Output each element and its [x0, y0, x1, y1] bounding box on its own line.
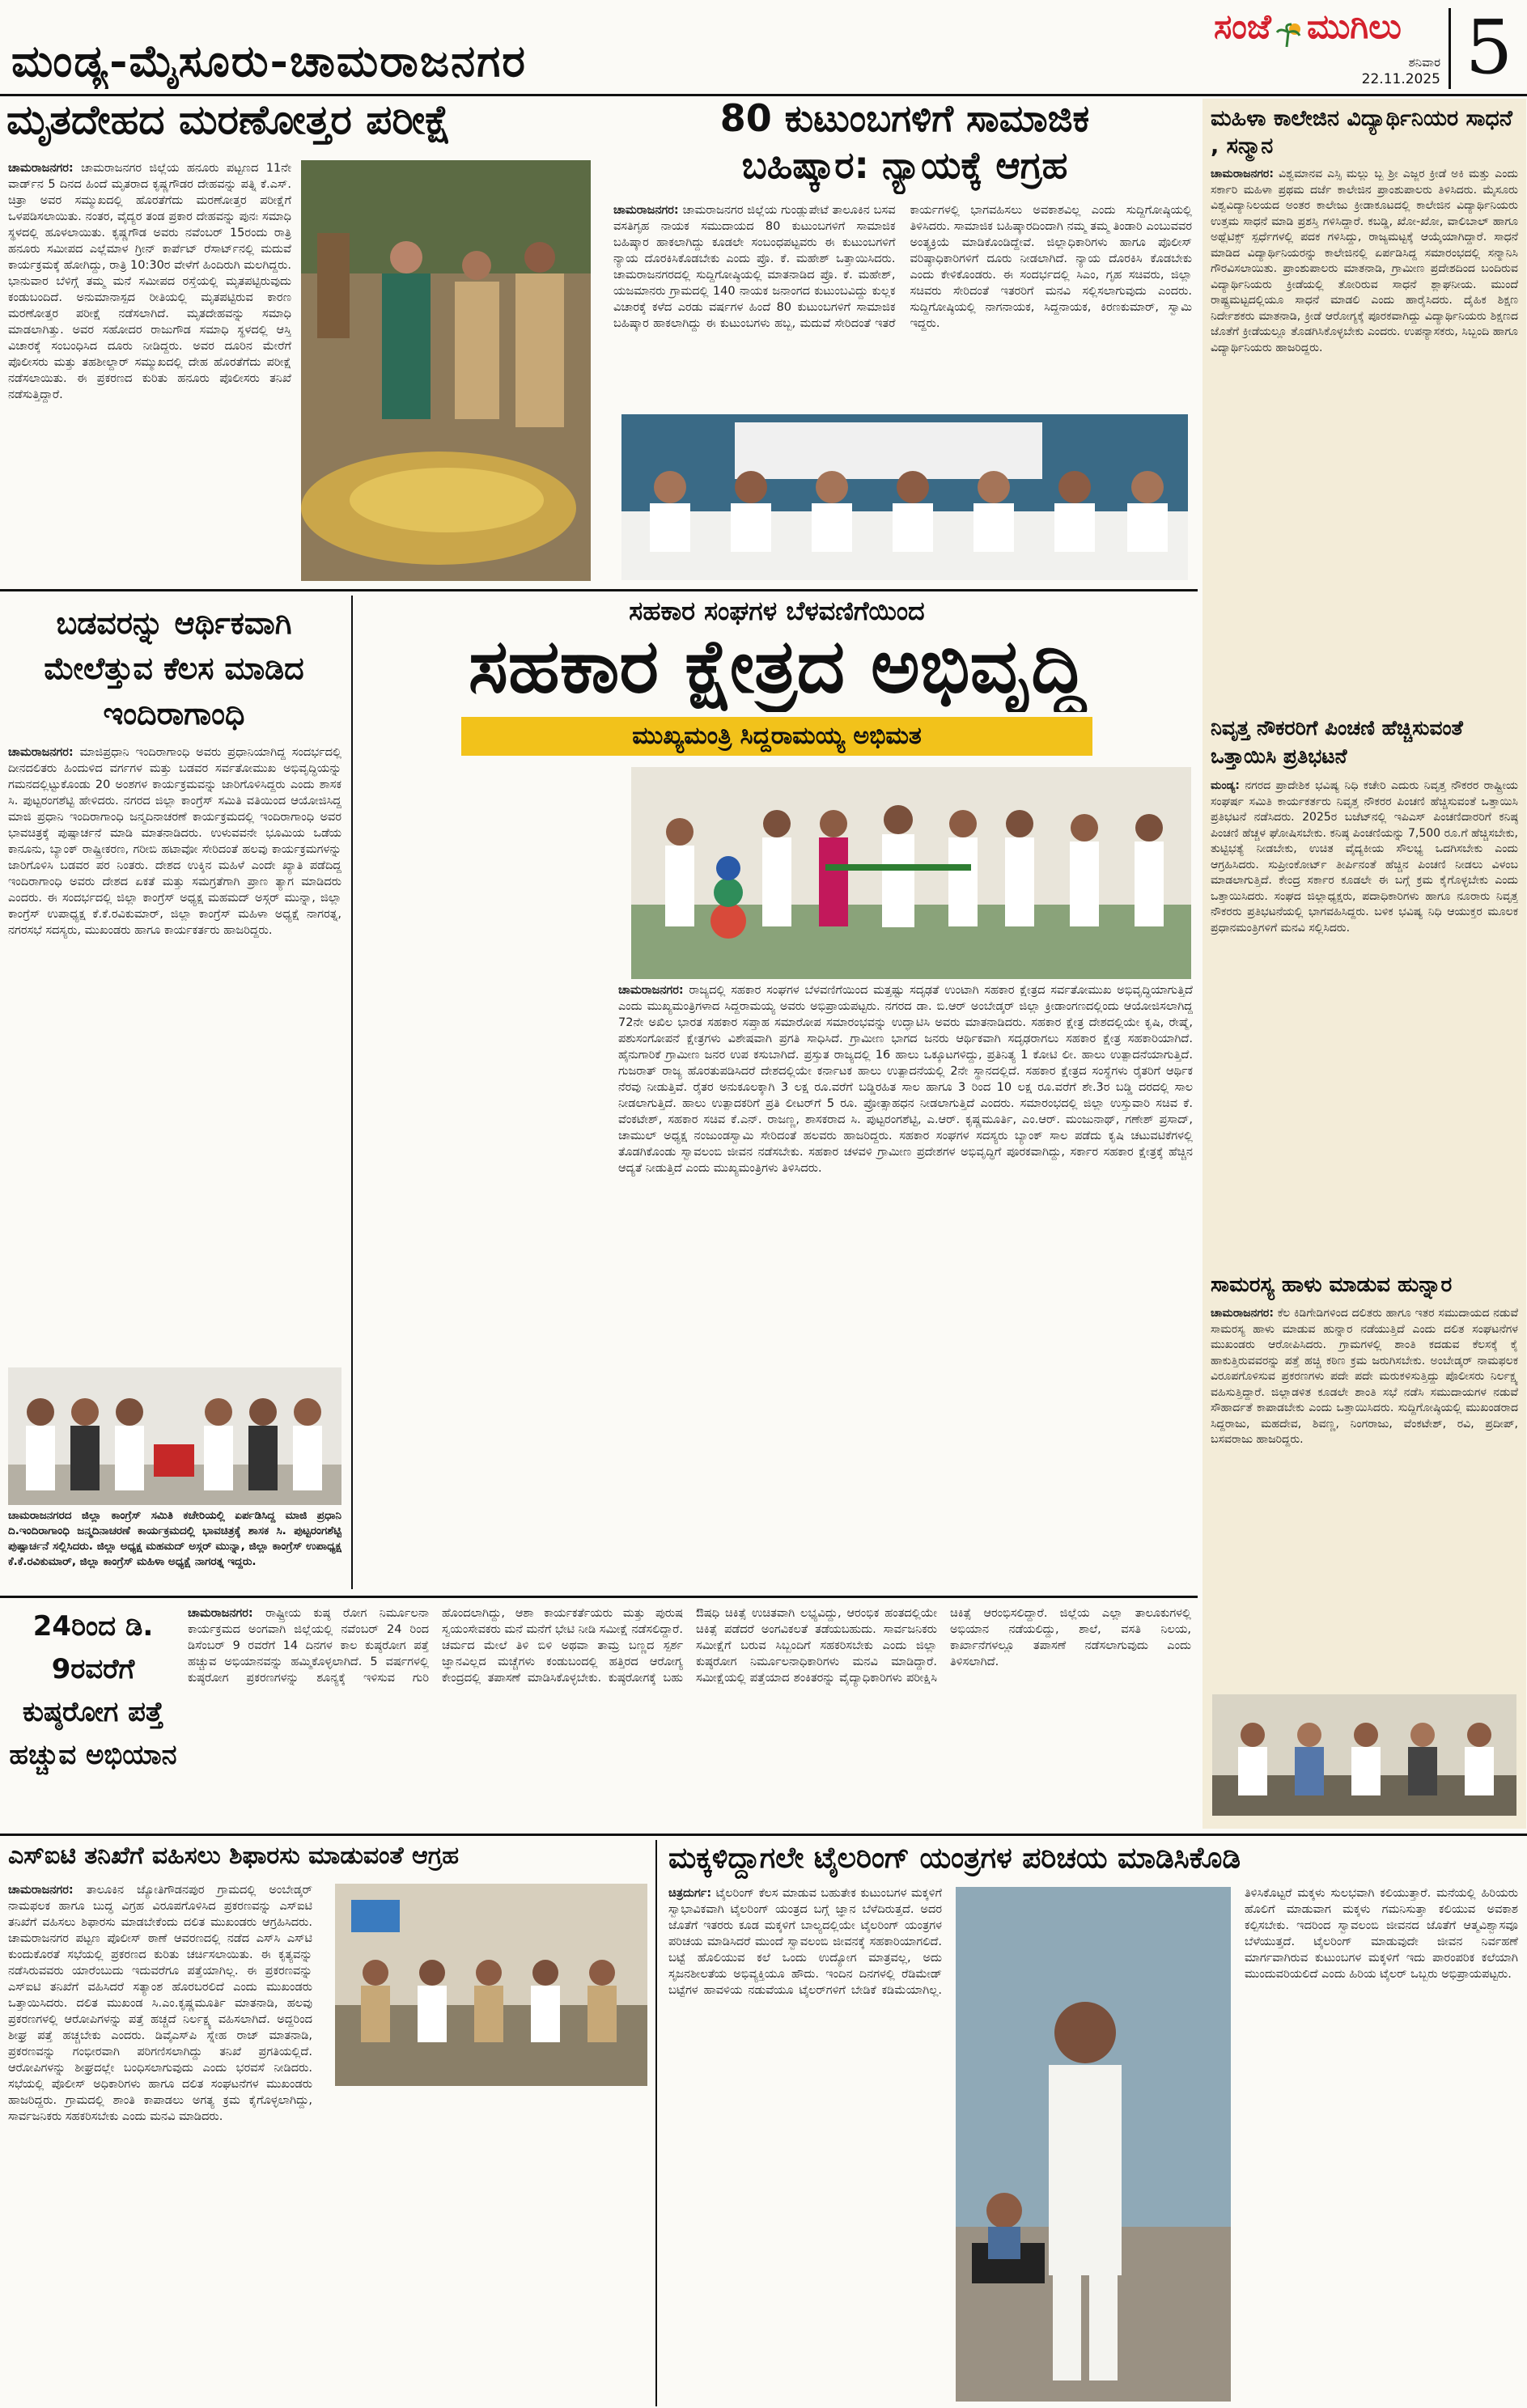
palm-tree-icon	[1275, 21, 1303, 49]
page-number: 5	[1465, 4, 1513, 91]
dateline: ಚಾಮರಾಜನಗರ:	[8, 746, 74, 759]
article-body	[8, 160, 291, 581]
dateline: ಚಾಮರಾಜನಗರ:	[8, 1884, 74, 1897]
news-photo	[956, 1887, 1231, 2402]
headline-line2: ಬಹಿಷ್ಕಾರ: ನ್ಯಾಯಕ್ಕೆ ಆಗ್ರಹ	[741, 146, 1068, 187]
column-rule	[655, 1840, 657, 2406]
body-text: ಮಾಜಿಪ್ರಧಾನಿ ಇಂದಿರಾಗಾಂಧಿ ಅವರು ಪ್ರಧಾನಿಯಾಗಿದ್ದ ಸಂದರ್ಭದಲ್ಲಿ ದೀನದಲಿತರು ಹಿಂದುಳಿದ ವರ್ಗಗಳ ಮತ್ತು ಬಡವರ ಸರ್ವತೋಮುಖ ಅಭಿವೃದ್ಧಿಯನ್ನು ಗಮನದಲ್ಲಿಟ್ಟುಕೊಂಡು 20 ಅಂಶಗಳ ಕಾರ್ಯಕ್ರಮವನ್ನು ಜಾರಿಗೊಳಿಸಿದ್ದರು ಎಂದು ಶಾಸಕ ಸಿ. ಪುಟ್ಟರಂಗಶೆಟ್ಟಿ ಹೇಳಿದರು. ನಗರದ ಜಿಲ್ಲಾ ಕಾಂಗ್ರೆಸ್ ಸಮಿತಿ ವತಿಯಿಂದ ಆಯೋಜಿಸಿದ್ದ ಮಾಜಿ ಪ್ರಧಾನಿ ಇಂದಿರಾಗಾಂಧಿ ಜನ್ಮದಿನಾಚರಣೆ ಕಾರ್ಯಕ್ರಮದಲ್ಲಿ ಇಂದಿರಾಗಾಂಧಿ ಅವರ ಭಾವಚಿತ್ರಕ್ಕೆ ಪುಷ್ಪಾರ್ಚನೆ ಮಾಡಿ ಮಾತನಾಡಿದರು. ಉಳುವವನೇ ಭೂಮಿಯ ಒಡೆಯ ಕಾನೂನು, ಬ್ಯಾಂಕ್ ರಾಷ್ಟ್ರೀಕರಣ, ಗರೀಬಿ ಹಟಾವೋ ಸೇರಿದಂತೆ ಹಲವು ಕಾರ್ಯಕ್ರಮಗಳನ್ನು ಜಾರಿಗೊಳಿಸಿ ಬಡವರ ಪರ ನಿಂತರು. ದೇಶದ ಉಕ್ಕಿನ ಮಹಿಳೆ ಎಂದೇ ಖ್ಯಾತಿ ಪಡೆದಿದ್ದ ಇಂದಿರಾಗಾಂಧಿ ಅವರು ದೇಶದ ಏಕತೆ ಮತ್ತು ಸಮಗ್ರತೆಗಾಗಿ ಪ್ರಾಣ ತ್ಯಾಗ ಮಾಡಿದರು ಎಂದರು. ಈ ಸಂದರ್ಭದಲ್ಲಿ ಜಿಲ್ಲಾ ಕಾಂಗ್ರೆಸ್ ಅಧ್ಯಕ್ಷ ಮಹಮದ್ ಅಸ್ಗರ್ ಮುನ್ನಾ, ಜಿಲ್ಲಾ ಕಾಂಗ್ರೆಸ್ ಉಪಾಧ್ಯಕ್ಷ ಕೆ.ಕೆ.ರವಿಕುಮಾರ್, ಜಿಲ್ಲಾ ಕಾಂಗ್ರೆಸ್ ಮಹಿಳಾ ಅಧ್ಯಕ್ಷೆ ನಾಗರತ್ನ, ನಗರಸಭೆ ಸದಸ್ಯರು, ಮುಖಂಡರು ಹಾಗೂ ಕಾರ್ಯಕರ್ತರು ಹಾಜರಿದ್ದರು.	[8, 746, 341, 937]
body-text: ಕೆಲ ಕಿಡಿಗೇಡಿಗಳಿಂದ ದಲಿತರು ಹಾಗೂ ಇತರ ಸಮುದಾಯದ ನಡುವೆ ಸಾಮರಸ್ಯ ಹಾಳು ಮಾಡುವ ಹುನ್ನಾರ ನಡೆಯುತ್ತಿದೆ ಎಂದು ದಲಿತ ಸಂಘಟನೆಗಳ ಮುಖಂಡರು ಆರೋಪಿಸಿದರು. ಗ್ರಾಮಗಳಲ್ಲಿ ಶಾಂತಿ ಕದಡುವ ಕೆಲಸಕ್ಕೆ ಕೈ ಹಾಕುತ್ತಿರುವವರನ್ನು ಪತ್ತೆ ಹಚ್ಚಿ ಕಠಿಣ ಕ್ರಮ ಜರುಗಿಸಬೇಕು. ಅಂಬೇಡ್ಕರ್ ನಾಮಫಲಕ ವಿರೂಪಗೊಳಿಸುವ ಪ್ರಕರಣಗಳು ಪದೇ ಪದೇ ಮರುಕಳಿಸುತ್ತಿದ್ದು ಪೊಲೀಸರು ನಿರ್ಲಕ್ಷ್ಯ ವಹಿಸುತ್ತಿದ್ದಾರೆ. ಜಿಲ್ಲಾಡಳಿತ ಕೂಡಲೇ ಶಾಂತಿ ಸಭೆ ನಡೆಸಿ ಸಮುದಾಯಗಳ ನಡುವೆ ಸೌಹಾರ್ದತೆ ಕಾಪಾಡಬೇಕು ಎಂದು ಒತ್ತಾಯಿಸಿದರು. ಸುದ್ದಿಗೋಷ್ಠಿಯಲ್ಲಿ ಮುಖಂಡರಾದ ಸಿದ್ದರಾಜು, ಮಹದೇವ, ಶಿವಣ್ಣ, ನಿಂಗರಾಜು, ವೆಂಕಟೇಶ್, ರವಿ, ಪ್ರದೀಪ್, ಬಸವರಾಜು ಹಾಜರಿದ್ದರು.	[1211, 1307, 1518, 1446]
dateline: ಚಾಮರಾಜನಗರ:	[1211, 167, 1274, 180]
section-rule	[0, 1596, 1198, 1598]
news-photo	[1212, 1694, 1516, 1816]
news-photo	[335, 1884, 647, 2086]
news-photo	[621, 414, 1188, 580]
body-text: ತಾಲೂಕಿನ ಜ್ಯೋತಿಗೌಡನಪುರ ಗ್ರಾಮದಲ್ಲಿ ಅಂಬೇಡ್ಕರ್ ನಾಮಫಲಕ ಹಾಗೂ ಬುದ್ಧ ವಿಗ್ರಹ ವಿರೂಪಗೊಳಿಸಿದ ಪ್ರಕರಣವನ್ನು ಎಸ್‌ಐಟಿ ತನಿಖೆಗೆ ವಹಿಸಲು ಶಿಫಾರಸು ಮಾಡಬೇಕೆಂದು ದಲಿತ ಮುಖಂಡರು ಆಗ್ರಹಿಸಿದರು. ಚಾಮರಾಜನಗರ ಪಟ್ಟಣ ಪೊಲೀಸ್ ಠಾಣೆ ಆವರಣದಲ್ಲಿ ನಡೆದ ಎಸ್‌ಸಿ ಎಸ್‌ಟಿ ಕುಂದುಕೊರತೆ ಸಭೆಯಲ್ಲಿ ಪ್ರಕರಣದ ಕುರಿತು ಚರ್ಚಿಸಲಾಯಿತು. ಈ ಕೃತ್ಯವನ್ನು ನಡೆಸಿರುವವರು ಯಾರೆಂಬುದು ಇದುವರೆಗೂ ಪತ್ತೆಯಾಗಿಲ್ಲ. ಈ ಪ್ರಕರಣವನ್ನು ಎಸ್‌ಐಟಿ ತನಿಖೆಗೆ ವಹಿಸಿದರೆ ಸತ್ಯಾಂಶ ಹೊರಬರಲಿದೆ ಎಂದು ಮುಖಂಡರು ಒತ್ತಾಯಿಸಿದರು. ದಲಿತ ಮುಖಂಡ ಸಿ.ಎಂ.ಕೃಷ್ಣಮೂರ್ತಿ ಮಾತನಾಡಿ, ಹಲವು ಪ್ರಕರಣಗಳಲ್ಲಿ ಆರೋಪಿಗಳನ್ನು ಪತ್ತೆ ಹಚ್ಚದೆ ನಿರ್ಲಕ್ಷ್ಯ ವಹಿಸಲಾಗಿದೆ. ಅದ್ದರಿಂದ ಶೀಘ್ರ ಪತ್ತೆ ಹಚ್ಚಬೇಕು ಎಂದರು. ಡಿವೈಎಸ್‌ಪಿ ಸ್ನೇಹ ರಾಜ್ ಮಾತನಾಡಿ, ಪ್ರಕರಣವನ್ನು ಗಂಭೀರವಾಗಿ ಪರಿಗಣಿಸಲಾಗಿದ್ದು ತನಿಖೆ ಪ್ರಗತಿಯಲ್ಲಿದೆ. ಆರೋಪಿಗಳನ್ನು ಶೀಘ್ರದಲ್ಲೇ ಬಂಧಿಸಲಾಗುವುದು ಎಂದು ಭರವಸೆ ನೀಡಿದರು. ಸಭೆಯಲ್ಲಿ ಪೊಲೀಸ್ ಅಧಿಕಾರಿಗಳು ಹಾಗೂ ದಲಿತ ಸಂಘಟನೆಗಳ ಮುಖಂಡರು ಹಾಜರಿದ್ದರು. ಗ್ರಾಮದಲ್ಲಿ ಶಾಂತಿ ಕಾಪಾಡಲು ಅಗತ್ಯ ಕ್ರಮ ಕೈಗೊಳ್ಳಲಾಗಿದ್ದು, ಸಾರ್ವಜನಿಕರು ಸಹಕರಿಸಬೇಕು ಎಂದು ಮನವಿ ಮಾಡಿದರು.	[8, 1884, 312, 2123]
body-text: ಚಾಮರಾಜನಗರ ಜಿಲ್ಲೆಯ ಹನೂರು ಪಟ್ಟಣದ 11ನೇ ವಾರ್ಡ್‌ನ 5 ದಿನದ ಹಿಂದೆ ಮೃತರಾದ ಕೃಷ್ಣಗೌಡರ ದೇಹವನ್ನು ಪತ್ನಿ ಕೆ.ಎಸ್. ಚಿತ್ರಾ ಅವರ ಸಮ್ಮುಖದಲ್ಲಿ ಹೊರತೆಗೆದು ಮರಣೋತ್ತರ ಪರೀಕ್ಷೆಗೆ ಒಳಪಡಿಸಲಾಯಿತು. ನಂತರ, ವೈದ್ಯರ ತಂಡ ಪ್ರಕಾರ ದೇಹವನ್ನು ಪುನಃ ಸಮಾಧಿ ಸ್ಥಳದಲ್ಲಿ ಹೂಳಲಾಯಿತು. ಕೃಷ್ಣಗೌಡ ಅವರು ನವೆಂಬರ್ 15ರಂದು ರಾತ್ರಿ ಹನೂರು ಸಮೀಪದ ಎಲ್ಲೆಮಾಳ ಗ್ರೀನ್ ಕಾರ್ಪೆಟ್ ರೆಸಾರ್ಟ್‌ನಲ್ಲಿ ಮದುವೆ ಕಾರ್ಯಕ್ರಮಕ್ಕೆ ಹೋಗಿದ್ದು, ರಾತ್ರಿ 10:30ರ ವೇಳೆಗೆ ಹಿಂದಿರುಗಿ ಮಲಗಿದ್ದರು. ಭಾನುವಾರ ಬೆಳಿಗ್ಗೆ ತಮ್ಮ ಮನೆ ಸಮೀಪದ ರಸ್ತೆಯಲ್ಲಿ ಮೃತಪಟ್ಟಿರುವುದು ಕಂಡುಬಂದಿದೆ. ಅನುಮಾನಾಸ್ಪದ ರೀತಿಯಲ್ಲಿ ಮೃತಪಟ್ಟಿರುವ ಕಾರಣ ಮರಣೋತ್ತರ ಪರೀಕ್ಷೆ ನಡೆಸಲಾಗಿದೆ. ಮೃತದೇಹವನ್ನು ಸಮಾಧಿ ಮಾಡಲಾಗಿತ್ತು. ಅವರ ಸಹೋದರ ರಾಜುಗೌಡ ಸಮಾಧಿ ಸ್ಥಳದಲ್ಲಿ ಆಸ್ತಿ ವಿಚಾರಕ್ಕೆ ಸಂಬಂಧಿಸಿದ ದೂರು ನೀಡಿದ್ದರು. ಅವರ ದೂರಿನ ಮೇರೆಗೆ ಪೊಲೀಸರು ಮತ್ತು ತಹಶೀಲ್ದಾರ್ ಸಮ್ಮುಖದಲ್ಲಿ ದೇಹ ಹೊರತೆಗೆದು ಪರೀಕ್ಷೆ ನಡೆಸಲಾಯಿತು. ಈ ಪ್ರಕರಣದ ಕುರಿತು ಹನೂರು ಪೊಲೀಸರು ತನಿಖೆ ನಡೆಸುತ್ತಿದ್ದಾರೆ.	[8, 162, 291, 401]
news-photo	[631, 767, 1191, 979]
sidebar3-headline: ಸಾಮರಸ್ಯ ಹಾಳು ಮಾಡುವ ಹುನ್ನಾರ	[1211, 1273, 1453, 1297]
sidebar2-body	[1211, 778, 1518, 1264]
dateline: ಚಾಮರಾಜನಗರ:	[1211, 1307, 1274, 1320]
story-boycott	[605, 99, 1196, 584]
section-rule	[0, 1834, 1527, 1836]
body-text: ರಾಷ್ಟ್ರೀಯ ಕುಷ್ಠ ರೋಗ ನಿರ್ಮೂಲನಾ ಕಾರ್ಯಕ್ರಮದ ಅಂಗವಾಗಿ ಜಿಲ್ಲೆಯಲ್ಲಿ ನವೆಂಬರ್ 24 ರಿಂದ ಡಿಸೆಂಬರ್ 9 ರವರೆಗೆ 14 ದಿನಗಳ ಕಾಲ ಕುಷ್ಠರೋಗ ಪತ್ತೆ ಹಚ್ಚುವ ಅಭಿಯಾನವನ್ನು ಹಮ್ಮಿಕೊಳ್ಳಲಾಗಿದೆ. 5 ವರ್ಷಗಳಲ್ಲಿ ಕುಷ್ಠರೋಗ ಪ್ರಕರಣಗಳನ್ನು ಶೂನ್ಯಕ್ಕೆ ಇಳಿಸುವ ಗುರಿ ಹೊಂದಲಾಗಿದ್ದು, ಆಶಾ ಕಾರ್ಯಕರ್ತೆಯರು ಮತ್ತು ಪುರುಷ ಸ್ವಯಂಸೇವಕರು ಮನೆ ಮನೆಗೆ ಭೇಟಿ ನೀಡಿ ಸಮೀಕ್ಷೆ ನಡೆಸಲಿದ್ದಾರೆ. ಚರ್ಮದ ಮೇಲೆ ತಿಳಿ ಬಿಳಿ ಅಥವಾ ತಾಮ್ರ ಬಣ್ಣದ ಸ್ಪರ್ಶ ಜ್ಞಾನವಿಲ್ಲದ ಮಚ್ಚೆಗಳು ಕಂಡುಬಂದಲ್ಲಿ ಹತ್ತಿರದ ಆರೋಗ್ಯ ಕೇಂದ್ರದಲ್ಲಿ ತಪಾಸಣೆ ಮಾಡಿಸಿಕೊಳ್ಳಬೇಕು. ಕುಷ್ಠರೋಗಕ್ಕೆ ಬಹು ಔಷಧಿ ಚಿಕಿತ್ಸೆ ಉಚಿತವಾಗಿ ಲಭ್ಯವಿದ್ದು, ಆರಂಭಿಕ ಹಂತದಲ್ಲಿಯೇ ಚಿಕಿತ್ಸೆ ಪಡೆದರೆ ಅಂಗವಿಕಲತೆ ತಡೆಯಬಹುದು. ಸಾರ್ವಜನಿಕರು ಸಮೀಕ್ಷೆಗೆ ಬರುವ ಸಿಬ್ಬಂದಿಗೆ ಸಹಕರಿಸಬೇಕು ಎಂದು ಜಿಲ್ಲಾ ಕುಷ್ಠರೋಗ ನಿರ್ಮೂಲನಾಧಿಕಾರಿಗಳು ಮನವಿ ಮಾಡಿದ್ದಾರೆ. ಸಮೀಕ್ಷೆಯಲ್ಲಿ ಪತ್ತೆಯಾದ ಶಂಕಿತರನ್ನು ವೈದ್ಯಾಧಿಕಾರಿಗಳು ಪರೀಕ್ಷಿಸಿ ಚಿಕಿತ್ಸೆ ಆರಂಭಿಸಲಿದ್ದಾರೆ. ಜಿಲ್ಲೆಯ ಎಲ್ಲಾ ತಾಲೂಕುಗಳಲ್ಲಿ ಅಭಿಯಾನ ನಡೆಯಲಿದ್ದು, ಶಾಲೆ, ವಸತಿ ನಿಲಯ, ಕಾರ್ಖಾನೆಗಳಲ್ಲೂ ತಪಾಸಣೆ ನಡೆಸಲಾಗುವುದು ಎಂದು ತಿಳಿಸಲಾಗಿದೆ.	[188, 1607, 1191, 1685]
story-indira	[0, 596, 348, 1589]
headline: 24ರಿಂದ ಡಿ. 9ರವರೆಗೆ ಕುಷ್ಠರೋಗ ಪತ್ತೆ ಹಚ್ಚುವ ಅಭಿಯಾನ	[9, 1610, 177, 1771]
headline: ಎಸ್‌ಐಟಿ ತನಿಖೆಗೆ ವಹಿಸಲು ಶಿಫಾರಸು ಮಾಡುವಂತೆ ಆಗ್ರಹ	[8, 1843, 460, 1870]
header-rule	[0, 94, 1527, 96]
sidebar3-body	[1211, 1306, 1518, 1686]
headline: ಮೃತದೇಹದ ಮರಣೋತ್ತರ ಪರೀಕ್ಷೆ	[6, 99, 452, 143]
headline: ಸಹಕಾರ ಕ್ಷೇತ್ರದ ಅಭಿವೃದ್ಧಿ	[468, 628, 1086, 710]
sidebar1-body	[1211, 167, 1518, 709]
headline: ಬಡವರನ್ನು ಆರ್ಥಿಕವಾಗಿ ಮೇಲೆತ್ತುವ ಕೆಲಸ ಮಾಡಿದ ಇಂದಿರಾಗಾಂಧಿ	[44, 605, 304, 731]
headline: ಮಕ್ಕಳಿದ್ದಾಗಲೇ ಟೈಲರಿಂಗ್ ಯಂತ್ರಗಳ ಪರಿಚಯ ಮಾಡಿಸಿಕೊಡಿ	[668, 1843, 1241, 1875]
dateline: ಚಾಮರಾಜನಗರ:	[618, 984, 684, 997]
column-rule	[351, 596, 353, 1589]
brand-right: ಮುಗಿಲು	[1307, 6, 1402, 46]
brand-left: ಸಂಜೆ	[1214, 6, 1271, 46]
story-leprosy	[0, 1602, 1198, 1829]
article-body	[188, 1605, 1191, 1824]
subhead-banner	[461, 717, 1092, 756]
sidebar1-headline: ಮಹಿಳಾ ಕಾಲೇಜಿನ ವಿದ್ಯಾರ್ಥಿನಿಯರ ಸಾಧನೆ , ಸನ್ಮಾನ	[1211, 106, 1512, 159]
story-postmortem	[0, 99, 599, 584]
section-rule	[0, 589, 1198, 591]
article-body	[8, 744, 341, 1359]
dateline: ಚಾಮರಾಜನಗರ:	[8, 162, 74, 175]
body-text: ನಗರದ ಪ್ರಾದೇಶಿಕ ಭವಿಷ್ಯ ನಿಧಿ ಕಚೇರಿ ಎದುರು ನಿವೃತ್ತ ನೌಕರರ ರಾಷ್ಟ್ರೀಯ ಸಂಘರ್ಷ ಸಮಿತಿ ಕಾರ್ಯಕರ್ತರು ನಿವೃತ್ತ ನೌಕರರ ಪಿಂಚಣಿ ಹೆಚ್ಚಿಸುವಂತೆ ಒತ್ತಾಯಿಸಿ ಪ್ರತಿಭಟನೆ ನಡೆಸಿದರು. 2025ರ ಬಜೆಟ್‌ನಲ್ಲಿ ಇಪಿಎಸ್ ಪಿಂಚಣಿದಾರರಿಗೆ ಕನಿಷ್ಠ ಪಿಂಚಣಿ ಹೆಚ್ಚಳ ಘೋಷಿಸಬೇಕು. ಕನಿಷ್ಠ ಪಿಂಚಣಿಯನ್ನು 7,500 ರೂ.ಗೆ ಹೆಚ್ಚಿಸಬೇಕು, ತುಟ್ಟಿಭತ್ಯೆ ನೀಡಬೇಕು, ಉಚಿತ ವೈದ್ಯಕೀಯ ಸೌಲಭ್ಯ ಒದಗಿಸಬೇಕು ಎಂದು ಆಗ್ರಹಿಸಿದರು. ಸುಪ್ರೀಂಕೋರ್ಟ್ ತೀರ್ಪಿನಂತೆ ಹೆಚ್ಚಿನ ಪಿಂಚಣಿ ನೀಡಲು ವಿಳಂಬ ಮಾಡಲಾಗುತ್ತಿದೆ. ಕೇಂದ್ರ ಸರ್ಕಾರ ಕೂಡಲೇ ಈ ಬಗ್ಗೆ ಕ್ರಮ ಕೈಗೊಳ್ಳಬೇಕು ಎಂದು ಒತ್ತಾಯಿಸಿದರು. ಸಂಘದ ಜಿಲ್ಲಾಧ್ಯಕ್ಷರು, ಪದಾಧಿಕಾರಿಗಳು ಹಾಗೂ ನೂರಾರು ನಿವೃತ್ತ ನೌಕರರು ಪ್ರತಿಭಟನೆಯಲ್ಲಿ ಭಾಗವಹಿಸಿದ್ದರು. ಬಳಿಕ ಭವಿಷ್ಯ ನಿಧಿ ಆಯುಕ್ತರ ಮೂಲಕ ಪ್ರಧಾನಮಂತ್ರಿಗಳಿಗೆ ಮನವಿ ಸಲ್ಲಿಸಿದರು.	[1211, 779, 1518, 935]
kicker: ಸಹಕಾರ ಸಂಘಗಳ ಬೆಳವಣಿಗೆಯಿಂದ	[629, 596, 925, 626]
dateline: ಚಾಮರಾಜನಗರ:	[613, 204, 679, 217]
article-body	[613, 202, 1192, 406]
body-text: ಟೈಲರಿಂಗ್ ಕೆಲಸ ಮಾಡುವ ಬಹುತೇಕ ಕುಟುಂಬಗಳ ಮಕ್ಕಳಿಗೆ ಸ್ವಾಭಾವಿಕವಾಗಿ ಟೈಲರಿಂಗ್ ಯಂತ್ರದ ಬಗ್ಗೆ ಜ್ಞಾನ ಬೆಳೆದಿರುತ್ತದೆ. ಅದರ ಜೊತೆಗೆ ಇತರರು ಕೂಡ ಮಕ್ಕಳಿಗೆ ಬಾಲ್ಯದಲ್ಲಿಯೇ ಟೈಲರಿಂಗ್ ಯಂತ್ರಗಳ ಪರಿಚಯ ಮಾಡಿಸಿದರೆ ಮುಂದೆ ಸ್ವಾವಲಂಬಿ ಜೀವನಕ್ಕೆ ಸಹಕಾರಿಯಾಗಲಿದೆ. ಬಟ್ಟೆ ಹೊಲಿಯುವ ಕಲೆ ಒಂದು ಉದ್ಯೋಗ ಮಾತ್ರವಲ್ಲ, ಅದು ಸೃಜನಶೀಲತೆಯ ಅಭಿವ್ಯಕ್ತಿಯೂ ಹೌದು. ಇಂದಿನ ದಿನಗಳಲ್ಲಿ ರೆಡಿಮೇಡ್ ಬಟ್ಟೆಗಳ ಹಾವಳಿಯ ನಡುವೆಯೂ ಟೈಲರ್‌ಗಳಿಗೆ ಬೇಡಿಕೆ ಕಡಿಮೆಯಾಗಿಲ್ಲ. ತಿಳಿಸಿಕೊಟ್ಟರೆ ಮಕ್ಕಳು ಸುಲಭವಾಗಿ ಕಲಿಯುತ್ತಾರೆ. ಮನೆಯಲ್ಲಿ ಹಿರಿಯರು ಹೊಲಿಗೆ ಮಾಡುವಾಗ ಮಕ್ಕಳು ಗಮನಿಸುತ್ತಾ ಕಲಿಯುವ ಅವಕಾಶ ಕಲ್ಪಿಸಬೇಕು. ಇದರಿಂದ ಸ್ವಾವಲಂಬಿ ಜೀವನದ ಜೊತೆಗೆ ಆತ್ಮವಿಶ್ವಾಸವೂ ಬೆಳೆಯುತ್ತದೆ. ಟೈಲರಿಂಗ್ ಮಾಡುವುದೇ ಜೀವನ ನಿರ್ವಹಣೆ ಮಾರ್ಗವಾಗಿರುವ ಕುಟುಂಬಗಳ ಮಕ್ಕಳಿಗೆ ಇದು ಪಾರಂಪರಿಕ ಕಲೆಯಾಗಿ ಮುಂದುವರಿಯಲಿದೆ ಎಂದು ಹಿರಿಯ ಟೈಲರ್ ಒಬ್ಬರು ಅಭಿಪ್ರಾಯಪಟ್ಟರು.	[668, 1887, 1518, 1997]
dateline: ಚಾಮರಾಜನಗರ:	[188, 1607, 253, 1620]
dateline: ಚಿತ್ರದುರ್ಗ:	[668, 1887, 712, 1900]
brand-logo	[1214, 6, 1440, 55]
section-name: ಮಂಡ್ಯ-ಮೈಸೂರು-ಚಾಮರಾಜನಗರ	[11, 35, 527, 87]
masthead	[0, 0, 1527, 95]
story-sit	[0, 1840, 652, 2406]
headline-line1: 80 ಕುಟುಂಬಗಳಿಗೆ ಸಾಮಾಜಿಕ	[719, 99, 1090, 140]
sidebar2-headline: ನಿವೃತ್ತ ನೌಕರರಿಗೆ ಪಿಂಚಣಿ ಹೆಚ್ಚಿಸುವಂತೆ ಒತ್ತಾಯಿಸಿ ಪ್ರತಿಭಟನೆ	[1211, 716, 1463, 768]
body-text: ವಿಶ್ವಮಾನವ ಎಸ್ಸಿ ಮಲ್ಲು ಬ್ಬ ಶ್ರೀ ಎಜ್ಜರ ಕ್ರೀಡೆ ಅಕಿ ಮತ್ತು ಎಂದು ಸರ್ಕಾರಿ ಮಹಿಳಾ ಪ್ರಥಮ ದರ್ಜೆ ಕಾಲೇಜಿನ ಪ್ರಾಂಶುಪಾಲರು ತಿಳಿಸಿದರು. ಮೈಸೂರು ವಿಶ್ವವಿದ್ಯಾನಿಲಯದ ಅಂತರ ಕಾಲೇಜು ಕ್ರೀಡಾಕೂಟದಲ್ಲಿ ಕಾಲೇಜಿನ ವಿದ್ಯಾರ್ಥಿನಿಯರು ಉತ್ತಮ ಸಾಧನೆ ಮಾಡಿ ಪ್ರಶಸ್ತಿ ಗಳಿಸಿದ್ದಾರೆ. ಕಬಡ್ಡಿ, ಖೋ-ಖೋ, ವಾಲಿಬಾಲ್ ಹಾಗೂ ಅಥ್ಲೆಟಿಕ್ಸ್ ಸ್ಪರ್ಧೆಗಳಲ್ಲಿ ಪದಕ ಗಳಿಸಿದ್ದು, ರಾಜ್ಯಮಟ್ಟಕ್ಕೆ ಆಯ್ಕೆಯಾಗಿದ್ದಾರೆ. ಸಾಧನೆ ಮಾಡಿದ ವಿದ್ಯಾರ್ಥಿನಿಯರನ್ನು ಕಾಲೇಜಿನಲ್ಲಿ ಏರ್ಪಡಿಸಿದ್ದ ಸಮಾರಂಭದಲ್ಲಿ ಸನ್ಮಾನಿಸಿ ಗೌರವಿಸಲಾಯಿತು. ಪ್ರಾಂಶುಪಾಲರು ಮಾತನಾಡಿ, ಗ್ರಾಮೀಣ ಪ್ರದೇಶದಿಂದ ಬಂದಿರುವ ವಿದ್ಯಾರ್ಥಿನಿಯರು ಕ್ರೀಡೆಯಲ್ಲಿ ತೋರಿರುವ ಸಾಧನೆ ಶ್ಲಾಘನೀಯ. ಮುಂದೆ ರಾಷ್ಟ್ರಮಟ್ಟದಲ್ಲಿಯೂ ಸಾಧನೆ ಮಾಡಲಿ ಎಂದು ಹಾರೈಸಿದರು. ದೈಹಿಕ ಶಿಕ್ಷಣ ನಿರ್ದೇಶಕರು ಮಾತನಾಡಿ, ಕ್ರೀಡೆ ಆರೋಗ್ಯಕ್ಕೆ ಪೂರಕವಾಗಿದ್ದು ವಿದ್ಯಾರ್ಥಿನಿಯರು ಶಿಕ್ಷಣದ ಜೊತೆಗೆ ಕ್ರೀಡೆಯಲ್ಲೂ ತೊಡಗಿಸಿಕೊಳ್ಳಬೇಕು ಎಂದರು. ಉಪನ್ಯಾಸಕರು, ಸಿಬ್ಬಂದಿ ಹಾಗೂ ವಿದ್ಯಾರ್ಥಿನಿಯರು ಹಾಜರಿದ್ದರು.	[1211, 167, 1518, 354]
header-divider	[1449, 8, 1451, 89]
story-cooperative	[356, 596, 1198, 1589]
story-tailoring	[660, 1840, 1526, 2406]
text-column-1	[361, 764, 618, 1583]
sidebar-column	[1203, 99, 1526, 1829]
issue-date: 22.11.2025	[1361, 71, 1440, 87]
subhead: ಮುಖ್ಯಮಂತ್ರಿ ಸಿದ್ದರಾಮಯ್ಯ ಅಭಿಮತ	[632, 722, 922, 750]
issue-day: ಶನಿವಾರ	[1408, 55, 1440, 70]
photo-caption: ಚಾಮರಾಜನಗರದ ಜಿಲ್ಲಾ ಕಾಂಗ್ರೆಸ್ ಸಮಿತಿ ಕಚೇರಿಯಲ್ಲಿ ಏರ್ಪಡಿಸಿದ್ದ ಮಾಜಿ ಪ್ರಧಾನಿ ದಿ.ಇಂದಿರಾಗಾಂಧಿ ಜನ್ಮದಿನಾಚರಣೆ ಕಾರ್ಯಕ್ರಮದಲ್ಲಿ ಭಾವಚಿತ್ರಕ್ಕೆ ಶಾಸಕ ಸಿ. ಪುಟ್ಟರಂಗಶೆಟ್ಟಿ ಪುಷ್ಪಾರ್ಚನೆ ಸಲ್ಲಿಸಿದರು. ಜಿಲ್ಲಾ ಅಧ್ಯಕ್ಷ ಮಹಮದ್ ಅಸ್ಗರ್ ಮುನ್ನಾ, ಜಿಲ್ಲಾ ಕಾಂಗ್ರೆಸ್ ಉಪಾಧ್ಯಕ್ಷ ಕೆ.ಕೆ.ರವಿಕುಮಾರ್, ಜಿಲ್ಲಾ ಕಾಂಗ್ರೆಸ್ ಮಹಿಳಾ ಅಧ್ಯಕ್ಷೆ ನಾಗರತ್ನ ಇದ್ದರು.	[8, 1509, 341, 1568]
dateline: ಮಂಡ್ಯ:	[1211, 779, 1240, 792]
body-text: ರಾಜ್ಯದಲ್ಲಿ ಸಹಕಾರ ಸಂಘಗಳ ಬೆಳವಣಿಗೆಯಿಂದ ಮತ್ತಷ್ಟು ಸದೃಢತೆ ಉಂಟಾಗಿ ಸಹಕಾರ ಕ್ಷೇತ್ರದ ಸರ್ವತೋಮುಖ ಅಭಿವೃದ್ಧಿಯಾಗುತ್ತಿದೆ ಎಂದು ಮುಖ್ಯಮಂತ್ರಿಗಳಾದ ಸಿದ್ದರಾಮಯ್ಯ ಅವರು ಅಭಿಪ್ರಾಯಪಟ್ಟರು. ನಗರದ ಡಾ. ಬಿ.ಆರ್ ಅಂಬೇಡ್ಕರ್ ಜಿಲ್ಲಾ ಕ್ರೀಡಾಂಗಣದಲ್ಲಿಂದು ಆಯೋಜಿಸಲಾಗಿದ್ದ 72ನೇ ಅಖಿಲ ಭಾರತ ಸಹಕಾರ ಸಪ್ತಾಹ ಸಮಾರೋಪ ಸಮಾರಂಭವನ್ನು ಉದ್ಘಾಟಿಸಿ ಅವರು ಮಾತನಾಡಿದರು. ಸಹಕಾರ ಕ್ಷೇತ್ರ ದೇಶದಲ್ಲಿಯೇ ಕೃಷಿ, ರೇಷ್ಮೆ, ಪಶುಸಂಗೋಪನೆ ಕ್ಷೇತ್ರಗಳು ವಿಶೇಷವಾಗಿ ಪ್ರಗತಿ ಸಾಧಿಸಿದೆ. ಗ್ರಾಮೀಣ ಭಾಗದ ಜನರು ಆರ್ಥಿಕವಾಗಿ ಸದೃಢರಾಗಲು ಸಹಕಾರ ಕ್ಷೇತ್ರ ಸಹಕಾರಿಯಾಗಿದೆ. ಹೈನುಗಾರಿಕೆ ಗ್ರಾಮೀಣ ಜನರ ಉಪ ಕಸುಬಾಗಿದೆ. ಪ್ರಸ್ತುತ ರಾಜ್ಯದಲ್ಲಿ 16 ಹಾಲು ಒಕ್ಕೂಟಗಳಿದ್ದು, ಪ್ರತಿನಿತ್ಯ 1 ಕೋಟಿ ಲೀ. ಹಾಲು ಉತ್ಪಾದನೆಯಾಗುತ್ತಿದೆ. ಗುಜರಾತ್ ರಾಜ್ಯ ಹೊರತುಪಡಿಸಿದರೆ ದೇಶದಲ್ಲಿಯೇ ಕರ್ನಾಟಕ ಹಾಲು ಉತ್ಪಾದನೆಯಲ್ಲಿ 2ನೇ ಸ್ಥಾನದಲ್ಲಿದೆ. ಸಹಕಾರ ಕ್ಷೇತ್ರದ ಸಂಸ್ಥೆಗಳು ರೈತರಿಗೆ ಆರ್ಥಿಕ ನೆರವು ನೀಡುತ್ತಿವೆ. ರೈತರ ಅನುಕೂಲಕ್ಕಾಗಿ 3 ಲಕ್ಷ ರೂ.ವರೆಗೆ ಬಡ್ಡಿರಹಿತ ಸಾಲ ಹಾಗೂ 3 ರಿಂದ 10 ಲಕ್ಷ ರೂ.ವರೆಗೆ ಶೇ.3ರ ಬಡ್ಡಿ ದರದಲ್ಲಿ ಸಾಲ ನೀಡಲಾಗುತ್ತಿದೆ. ಹಾಲು ಉತ್ಪಾದಕರಿಗೆ ಪ್ರತಿ ಲೀಟರ್‌ಗೆ 5 ರೂ. ಪ್ರೋತ್ಸಾಹಧನ ನೀಡಲಾಗುತ್ತಿದೆ ಎಂದರು. ಸಮಾರಂಭದಲ್ಲಿ ಜಿಲ್ಲಾ ಉಸ್ತುವಾರಿ ಸಚಿವ ಕೆ. ವೆಂಕಟೇಶ್, ಸಹಕಾರ ಸಚಿವ ಕೆ.ಎನ್. ರಾಜಣ್ಣ, ಶಾಸಕರಾದ ಸಿ. ಪುಟ್ಟರಂಗಶೆಟ್ಟಿ, ಎ.ಆರ್. ಕೃಷ್ಣಮೂರ್ತಿ, ಎಂ.ಆರ್. ಮಂಜುನಾಥ್, ಗಣೇಶ್ ಪ್ರಸಾದ್, ಚಾಮುಲ್ ಅಧ್ಯಕ್ಷ ನಂಜುಂಡಸ್ವಾಮಿ ಸೇರಿದಂತೆ ಹಲವರು ಹಾಜರಿದ್ದರು. ಸಹಕಾರ ಸಂಘಗಳ ಸದಸ್ಯರು ಬ್ಯಾಂಕ್ ಸಾಲ ಪಡೆದು ಕೃಷಿ ಚಟುವಟಿಕೆಗಳಲ್ಲಿ ತೊಡಗಿಕೊಂಡು ಸ್ವಾವಲಂಬಿ ಜೀವನ ನಡೆಸಬೇಕು. ಸಹಕಾರ ಚಳವಳಿ ಗ್ರಾಮೀಣ ಪ್ರದೇಶಗಳ ಅಭಿವೃದ್ಧಿಗೆ ಪೂರಕವಾಗಿದ್ದು, ಸರ್ಕಾರ ಸಹಕಾರ ಕ್ಷೇತ್ರಕ್ಕೆ ಹೆಚ್ಚಿನ ಆದ್ಯತೆ ನೀಡುತ್ತಿದೆ ಎಂದು ಮುಖ್ಯಮಂತ್ರಿಗಳು ತಿಳಿಸಿದರು.	[618, 984, 1193, 1175]
news-photo	[8, 1367, 341, 1505]
news-photo	[301, 160, 591, 581]
body-text: ಚಾಮರಾಜನಗರ ಜಿಲ್ಲೆಯ ಗುಂಡ್ಲುಪೇಟೆ ತಾಲೂಕಿನ ಬಸವ ವಸತಿಗೃಹ ನಾಯಕ ಸಮುದಾಯದ 80 ಕುಟುಂಬಗಳಿಗೆ ಸಾಮಾಜಿಕ ಬಹಿಷ್ಕಾರ ಹಾಕಲಾಗಿದ್ದು ಕೂಡಲೇ ಸಂಬಂಧಪಟ್ಟವರು ಈ ಕುಟುಂಬಗಳಿಗೆ ನ್ಯಾಯ ದೊರಕಿಸಿಕೊಡಬೇಕು ಎಂದು ಪ್ರೊ. ಕೆ. ಮಹೇಶ್ ಒತ್ತಾಯಿಸಿದರು. ಚಾಮರಾಜನಗರದಲ್ಲಿ ಸುದ್ದಿಗೋಷ್ಠಿಯಲ್ಲಿ ಮಾತನಾಡಿದ ಪ್ರೊ. ಕೆ. ಮಹೇಶ್, ಯಜಮಾನರು ಗ್ರಾಮದಲ್ಲಿ 140 ನಾಯಕ ಜನಾಂಗದ ಕುಟುಂಬವಿದ್ದು ಕುಲ್ಲಕ ವಿಚಾರಕ್ಕೆ ಕಳೆದ ಎರಡು ವರ್ಷಗಳ ಹಿಂದೆ 80 ಕುಟುಂಬಗಳಿಗೆ ಸಾಮಾಜಿಕ ಬಹಿಷ್ಕಾರ ಹಾಕಲಾಗಿದ್ದು ಈ ಕುಟುಂಬಗಳು ಹಬ್ಬ, ಮದುವೆ ಸೇರಿದಂತೆ ಇತರೆ ಕಾರ್ಯಗಳಲ್ಲಿ ಭಾಗವಹಿಸಲು ಅವಕಾಶವಿಲ್ಲ ಎಂದು ಸುದ್ದಿಗೋಷ್ಠಿಯಲ್ಲಿ ತಿಳಿಸಿದರು. ಸಾಮಾಜಿಕ ಬಹಿಷ್ಕಾರದಿಂದಾಗಿ ನಮ್ಮ ತಮ್ಮ ತಿಂಡಾರಿ ಎಂಬುವವರ ಅಂತ್ಯಕ್ರಿಯೆ ಮಾಡಿಕೊಂಡಿದ್ದೇವೆ. ಜಿಲ್ಲಾಧಿಕಾರಿಗಳು ಹಾಗೂ ಪೊಲೀಸ್ ವರಿಷ್ಠಾಧಿಕಾರಿಗಳಿಗೆ ದೂರು ನೀಡಲಾಗಿದೆ. ನ್ಯಾಯ ದೊರಕಿಸಿ ಕೊಡಬೇಕು ಎಂದು ಕೇಳಿಕೊಂಡರು. ಈ ಸಂದರ್ಭದಲ್ಲಿ ಸಿಎಂ, ಗೃಹ ಸಚಿವರು, ಜಿಲ್ಲಾ ಸಚಿವರು ಸೇರಿದಂತೆ ಇತರರಿಗೆ ಮನವಿ ಸಲ್ಲಿಸಲಾಗುವುದು ಎಂದರು. ಸುದ್ದಿಗೋಷ್ಠಿಯಲ್ಲಿ ನಾಗನಾಯಕ, ಸಿದ್ದನಾಯಕ, ಕಿರಣಕುಮಾರ್, ಸ್ವಾಮಿ ಇದ್ದರು.	[613, 204, 1192, 330]
